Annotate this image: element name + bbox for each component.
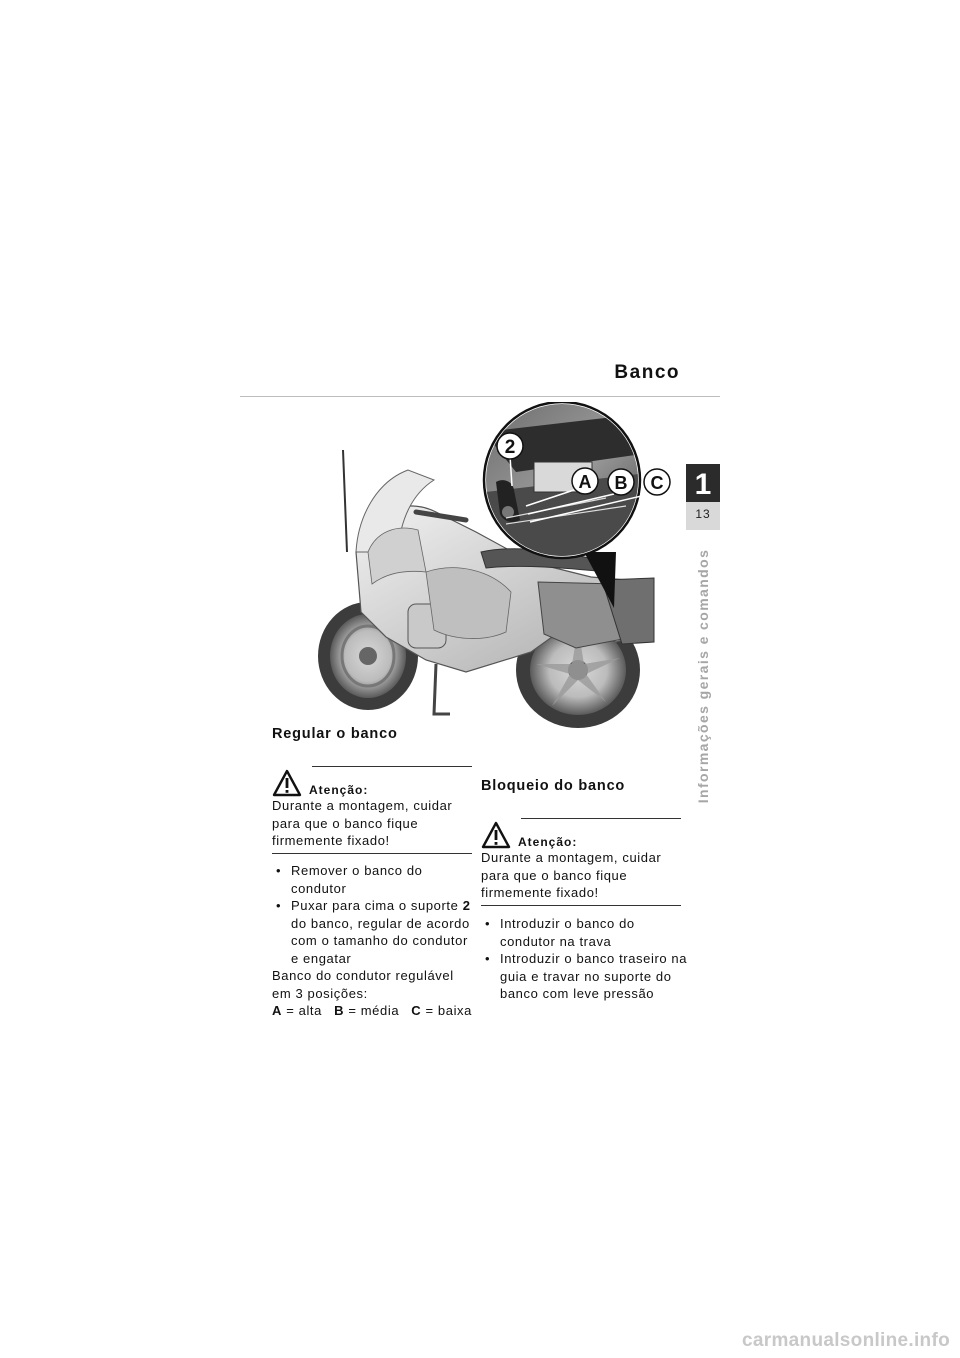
warning-triangle-icon (272, 769, 302, 797)
callout-label-B: B (614, 473, 628, 493)
warning-top-rule (312, 766, 472, 767)
body-line: em 3 posições: (272, 985, 368, 1001)
callout-label-A: A (578, 472, 592, 492)
warning-title: Atenção: (518, 835, 578, 849)
warning-title: Atenção: (309, 783, 369, 797)
chapter-number: 1 (694, 468, 712, 501)
warning-line: Durante a montagem, cuidar (481, 850, 662, 865)
callout-label-C: C (650, 473, 664, 493)
section-heading-seat-lock: Bloqueio do banco (481, 778, 626, 794)
callout-label-2: 2 (504, 437, 516, 458)
list-item: • Remover o banco do condutor (272, 862, 482, 897)
list-item: • Introduzir o banco traseiro na guia e travar no suporte do banco com leve pressão (481, 950, 691, 1003)
warning-line: firmemente fixado! (272, 833, 390, 848)
seat-positions (272, 1002, 472, 1020)
warning-bottom-rule (481, 905, 681, 906)
warning-line: para que o banco fique (481, 867, 628, 883)
position-item: C = baixa (411, 1003, 472, 1018)
list-item: • Puxar para cima o suporte 2 do banco, regular de acordo com o tamanho do condutor e engatar (272, 897, 482, 967)
warning-adjust-seat (272, 766, 472, 854)
antenna (343, 450, 347, 552)
warning-triangle-icon (481, 821, 511, 849)
motorcycle-seat-figure (316, 402, 686, 734)
page-number: 13 (695, 507, 711, 521)
section-heading-adjust-seat: Regular o banco (272, 726, 398, 742)
seat-support-ref: 2 (462, 898, 471, 913)
list-item: • Introduzir o banco do condutor na trava (481, 915, 691, 950)
warning-line: Durante a montagem, cuidar (272, 798, 453, 813)
position-item: A = alta (272, 1003, 322, 1018)
page-title: Banco (614, 362, 680, 383)
warning-line: para que o banco fique (272, 815, 419, 831)
chapter-side-label: Informações gerais e comandos (695, 548, 711, 804)
watermark-link[interactable]: carmanualsonline.info (742, 1330, 950, 1351)
warning-seat-lock (481, 818, 681, 906)
position-item: B = média (334, 1003, 400, 1018)
warning-bottom-rule (272, 853, 472, 854)
body-line: Banco do condutor regulável (272, 968, 454, 983)
warning-top-rule (521, 818, 681, 819)
adjust-seat-steps (272, 862, 482, 1020)
warning-line: firmemente fixado! (481, 885, 599, 900)
seat-lock-steps (481, 915, 691, 1003)
title-divider (240, 396, 720, 397)
